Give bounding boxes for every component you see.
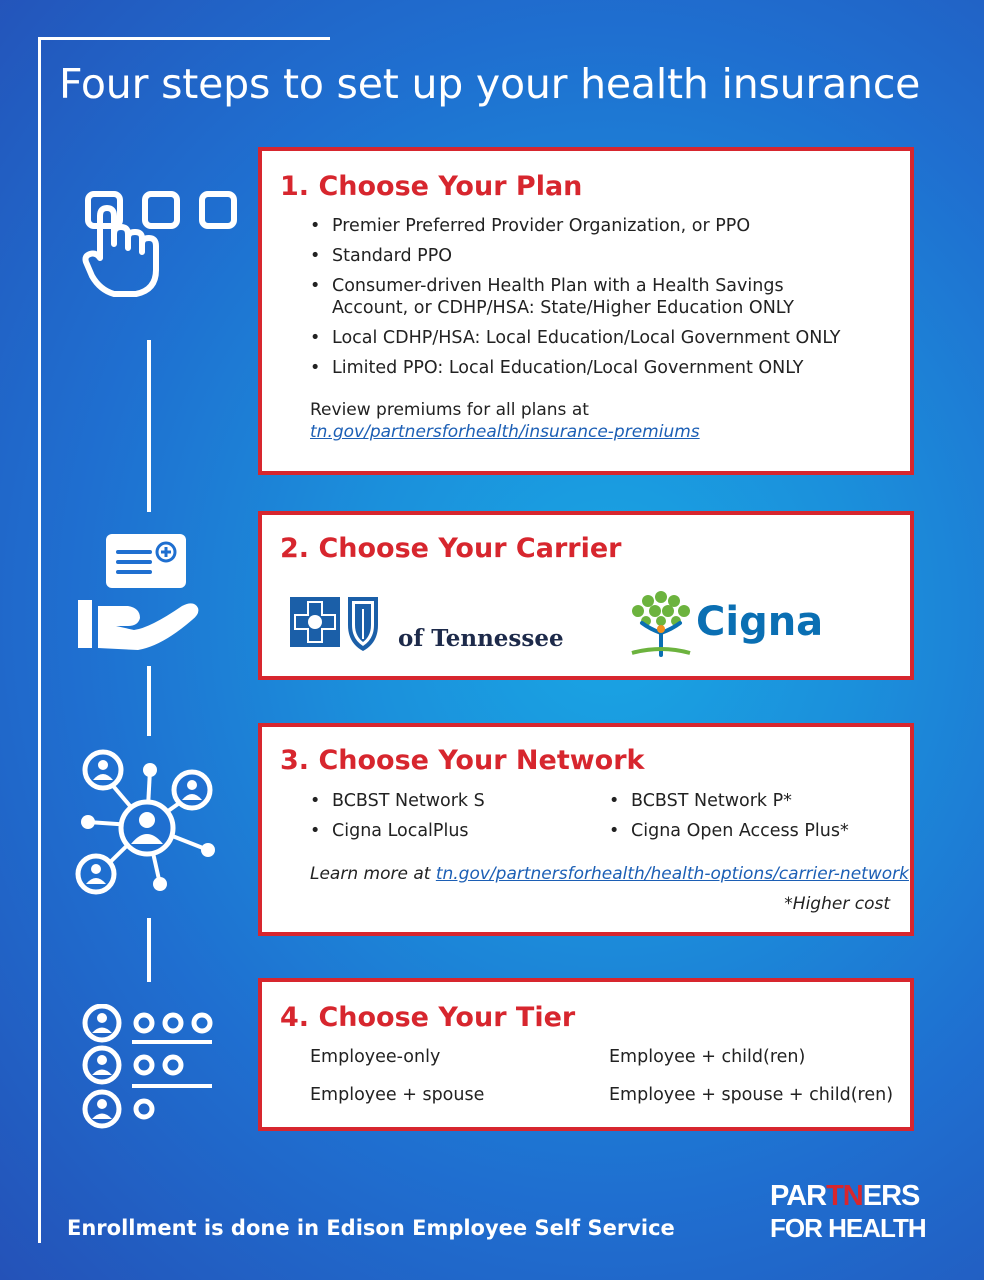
network-people-icon [74,748,220,896]
list-item: • Standard PPO [310,245,880,267]
logo-tn-mark: TN [826,1180,863,1212]
network-list-left [310,790,570,850]
connector-line-1 [147,340,151,512]
frame-top-line [38,37,330,40]
tier-option: Employee-only [310,1047,441,1067]
list-item: • Premier Preferred Provider Organization, or PPO [310,215,880,237]
list-item: • Consumer-driven Health Plan with a Health Savings Account, or CDHP/HSA: State/Higher Education ONLY [310,275,812,319]
tier-option: Employee + child(ren) [609,1047,806,1067]
tier-option: Employee + spouse [310,1085,485,1105]
pointing-hand-buttons-icon [78,186,242,298]
logo-line-1: PARTNERS [770,1180,920,1212]
list-item: • Cigna Open Access Plus* [609,820,899,842]
cigna-tree-icon [626,589,696,661]
list-item: • Local CDHP/HSA: Local Education/Local Government ONLY [310,327,880,349]
card-choose-network [258,723,914,936]
learn-text: Learn more at [310,864,431,884]
card-heading: 4. Choose Your Tier [280,1002,576,1033]
card-choose-carrier [258,511,914,680]
bcbst-logo-text: of Tennessee [398,625,564,652]
network-list-right [609,790,899,850]
connector-line-3 [147,918,151,982]
list-item: • Cigna LocalPlus [310,820,570,842]
logo-line-2: FOR HEALTH [770,1213,926,1243]
card-heading: 1. Choose Your Plan [280,171,583,202]
tier-option: Employee + spouse + child(ren) [609,1085,894,1105]
hand-holding-card-icon [76,530,208,654]
higher-cost-note: *Higher cost [784,894,890,914]
premiums-link[interactable]: tn.gov/partnersforhealth/insurance-premiums [310,422,700,442]
list-item: • Limited PPO: Local Education/Local Government ONLY [310,357,880,379]
bcbst-logo-icon [290,593,400,653]
network-link[interactable]: tn.gov/partnersforhealth/health-options/carrier-network [435,864,909,884]
learn-more [310,864,909,884]
review-premiums [310,399,700,443]
card-heading: 3. Choose Your Network [280,745,645,776]
connector-line-2 [147,666,151,736]
frame-left-line [38,37,41,1243]
card-heading: 2. Choose Your Carrier [280,533,622,564]
cigna-logo-text: Cigna [696,599,824,645]
enrollment-footer: Enrollment is done in Edison Employee Self Service [67,1216,675,1240]
card-choose-plan [258,147,914,475]
tier-list-icon [80,1004,216,1134]
card-choose-tier [258,978,914,1131]
page-title: Four steps to set up your health insurance [59,60,921,108]
plan-list [310,215,880,387]
list-item: • BCBST Network S [310,790,570,812]
list-item: • BCBST Network P* [609,790,899,812]
review-text: Review premiums for all plans at [310,400,589,420]
partners-for-health-logo [770,1180,926,1248]
